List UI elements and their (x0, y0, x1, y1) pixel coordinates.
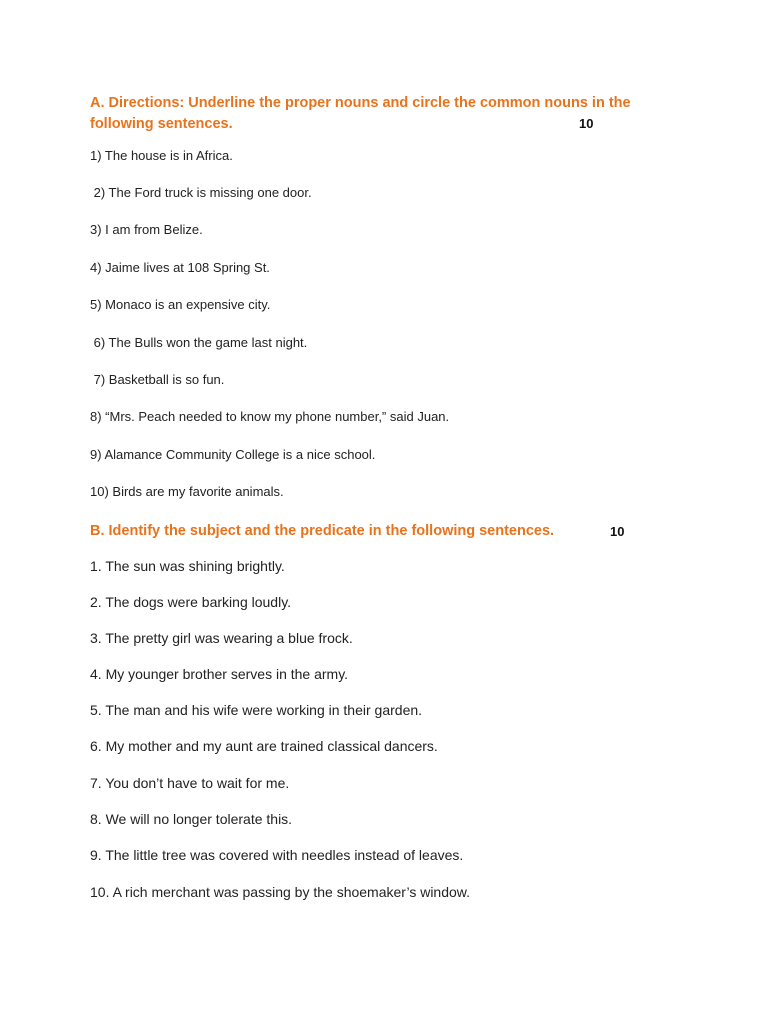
section-b-item-6: 6. My mother and my aunt are trained classical dancers. (90, 738, 438, 754)
section-b-item-7: 7. You don’t have to wait for me. (90, 775, 290, 791)
section-b-item-5: 5. The man and his wife were working in their garden. (90, 702, 423, 718)
section-b-item-1: 1. The sun was shining brightly. (90, 558, 285, 574)
section-b-points: 10 (610, 524, 625, 539)
section-a-heading-line1: A. Directions: Underline the proper nouns and circle the common nouns in the (90, 95, 631, 111)
section-a-item-3: 3) I am from Belize. (90, 222, 203, 237)
section-a-item-6: 6) The Bulls won the game last night. (90, 335, 308, 350)
section-a-item-2: 2) The Ford truck is missing one door. (90, 185, 312, 200)
section-a-points: 10 (579, 116, 594, 131)
section-b-item-9: 9. The little tree was covered with needles instead of leaves. (90, 847, 464, 863)
section-b-item-2: 2. The dogs were barking loudly. (90, 594, 292, 610)
section-a-heading-line2: following sentences. (90, 116, 233, 132)
section-a-item-1: 1) The house is in Africa. (90, 148, 233, 163)
section-a-item-7: 7) Basketball is so fun. (90, 372, 225, 387)
section-a-item-10: 10) Birds are my favorite animals. (90, 484, 284, 499)
section-a-item-8: 8) “Mrs. Peach needed to know my phone number,” said Juan. (90, 409, 450, 424)
section-a-item-9: 9) Alamance Community College is a nice school. (90, 447, 376, 462)
section-b-heading: B. Identify the subject and the predicate in the following sentences. (90, 523, 555, 539)
section-b-item-4: 4. My younger brother serves in the army. (90, 666, 349, 682)
section-a-item-5: 5) Monaco is an expensive city. (90, 297, 271, 312)
section-b-item-10: 10. A rich merchant was passing by the shoemaker’s window. (90, 884, 471, 900)
section-b-item-8: 8. We will no longer tolerate this. (90, 811, 293, 827)
section-b-item-3: 3. The pretty girl was wearing a blue frock. (90, 630, 353, 646)
section-a-item-4: 4) Jaime lives at 108 Spring St. (90, 260, 270, 275)
